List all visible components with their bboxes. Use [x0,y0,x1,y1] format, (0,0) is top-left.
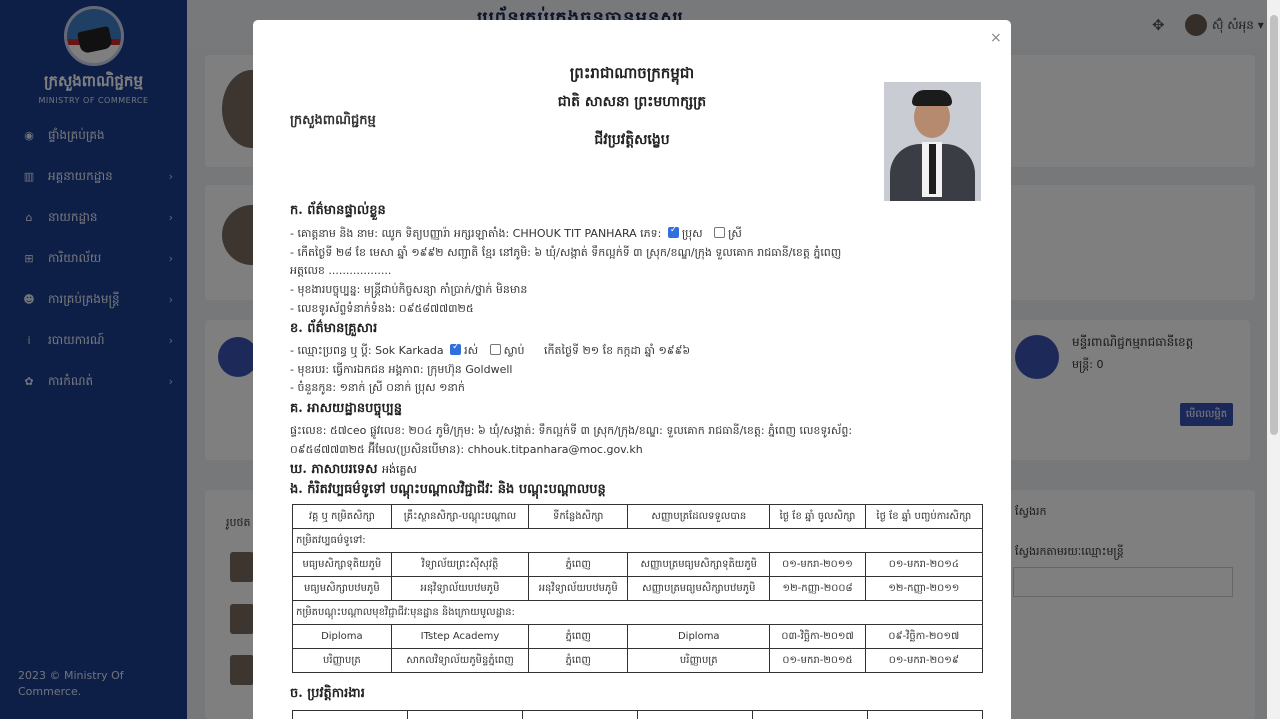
motto-header: ជាតិ សាសនា ព្រះមហាក្សត្រ [557,94,707,110]
work-history-table [292,710,983,719]
contact-line: ០៩៥៨៧៧៣២៥ អ៊ីមែល(ប្រសិនបើមាន): chhouk.titpanhara@moc.gov.kh [290,443,643,456]
family-children-line: - ចំនួនកូន: ១នាក់ ស្រី ០នាក់ ប្រុស ១នាក់ [290,381,465,394]
table-row: មធ្យមសិក្សាបឋមភូមិ អនុវិទ្យាល័យបឋមភូមិ អនុវិទ្យាល័យបឋមភូមិ សញ្ញាបត្រមធ្យមសិក្សាបឋមភូមិ ១២-កញ្ញា-២០០៨ ១២-កញ្ញា-២០១១ [293,577,983,601]
personal-id-line: អត្តលេខ .................. [290,264,392,277]
scrollbar-thumb[interactable] [1270,15,1278,435]
section-work-history: ច. ប្រវត្តិការងារ [290,686,365,701]
family-occupation-line: - មុខរបរ: ធ្វើការឯកជន អង្គភាព: ក្រុមហ៊ុន Goldwell [290,363,513,376]
alive-checkbox[interactable] [450,344,461,355]
section-address: គ. អាសយដ្ឋានបច្ចុប្បន្ន [290,401,402,416]
ministry-label: ក្រសួងពាណិជ្ជកម្ម [290,113,376,128]
column-header: គ្រឹះស្ថានសិក្សា-បណ្ដុះបណ្ដាល [391,505,528,529]
personal-name-line: - គោត្តនាម និង នាម: ឈូក ទិត្យបញ្ញារ៉ា អក្សរឡាតាំង: CHHOUK TIT PANHARA ភេទ: ✓ ប្រុស ស្រី [290,227,742,243]
personal-phone-line: - លេខទូរស័ព្ទទំនាក់ទំនង: ០៩៥៨៧៧៣២៥ [290,302,474,315]
table-group-row: កម្រិតវប្បធម៌ទូទៅ: [293,529,983,553]
section-family: ខ. ព័ត៌មានគ្រួសារ [290,321,378,336]
section-personal: ក. ព័ត៌មានផ្ទាល់ខ្លួន [290,203,386,218]
table-header-row [293,505,983,529]
table-row: Diploma ITstep Academy ភ្នំពេញ Diploma ០៣-វិច្ឆិកា-២០១៧ ០៩-វិច្ឆិកា-២០១៧ [293,625,983,649]
biography-title: ជីវប្រវត្តិសង្ខេប [594,132,670,148]
column-header: ថ្ងៃ ខែ ឆ្នាំ បញ្ចប់ការសិក្សា [865,505,982,529]
column-header: សញ្ញាបត្រដែលទទួលបាន [628,505,770,529]
section-language: ឃ. ភាសាបរទេស អង់គ្លេស [290,462,417,477]
female-checkbox[interactable] [714,227,725,238]
address-line: ផ្ទះលេខ: ៥៧ceo ផ្លូវលេខ: ២០៤ ភូមិ/ក្រុម: ៦ ឃុំ/សង្កាត់: ទឹកល្អក់ទី ៣ ស្រុក/ក្រុង/ខណ្ឌ: ទួលគោក រាជធានី/ខេត្ត: ភ្នំពេញ លេខទូរស័ព្ទ: [290,424,853,437]
personal-position-line: - មុខងារបច្ចុប្បន្ន: មន្ត្រីជាប់កិច្ចសន្យា កាំប្រាក់/ថ្នាក់ មិនមាន [290,283,528,296]
education-table [292,504,983,673]
family-spouse-line: - ឈ្មោះប្រពន្ធ ឬ ប្តី: Sok Karkada ✓ រស់ ស្លាប់ កើតថ្ងៃទី ២១ ខែ កក្កដា ឆ្នាំ ១៩៩៦ [290,344,690,360]
male-checkbox[interactable] [668,227,679,238]
table-row: មធ្យមសិក្សាទុតិយភូមិ វិទ្យាល័យព្រះស៊ីសុវត្ថិ ភ្នំពេញ សញ្ញាបត្រមធ្យមសិក្សាទុតិយភូមិ ០១-មករា-២០១១ ០១-មករា-២០១៤ [293,553,983,577]
close-icon[interactable]: × [990,30,1002,46]
personal-birth-line: - កើតថ្ងៃទី ២៨ ខែ មេសា ឆ្នាំ ១៩៩២ សញ្ជាតិ ខ្មែរ នៅភូមិ: ៦ ឃុំ/សង្កាត់ ទឹកល្អក់ទី ៣ ស្រុក/ខណ្ឌ/ក្រុង ទួលគោក រាជធានី/ខេត្ត ភ្នំពេញ [290,246,842,259]
table-header-row [293,711,983,719]
deceased-checkbox[interactable] [490,344,501,355]
biography-modal [253,20,1011,719]
column-header: ទីកន្លែងសិក្សា [529,505,628,529]
column-header: វគ្គ ឬ កម្រិតសិក្សា [293,505,392,529]
table-group-row: កម្រិតបណ្ដុះបណ្ដាលមុខវិជ្ជាជីវៈមុនដ្ឋាន និងក្រោយមូលដ្ឋាន: [293,601,983,625]
table-row: បរិញ្ញាបត្រ សាកលវិទ្យាល័យភូមិន្ទភ្នំពេញ ភ្នំពេញ បរិញ្ញាបត្រ ០១-មករា-២០១៥ ០១-មករា-២០១៩ [293,649,983,673]
kingdom-header: ព្រះរាជាណាចក្រកម្ពុជា [569,64,695,82]
column-header: ថ្ងៃ ខែ ឆ្នាំ ចូលសិក្សា [770,505,865,529]
section-education: ង. កំរិតវប្បធម៌ទូទៅ បណ្ដុះបណ្ដាលវិជ្ជាជីវៈ និង បណ្ដុះបណ្ដាលបន្ត [290,482,606,497]
profile-photo [884,82,981,201]
